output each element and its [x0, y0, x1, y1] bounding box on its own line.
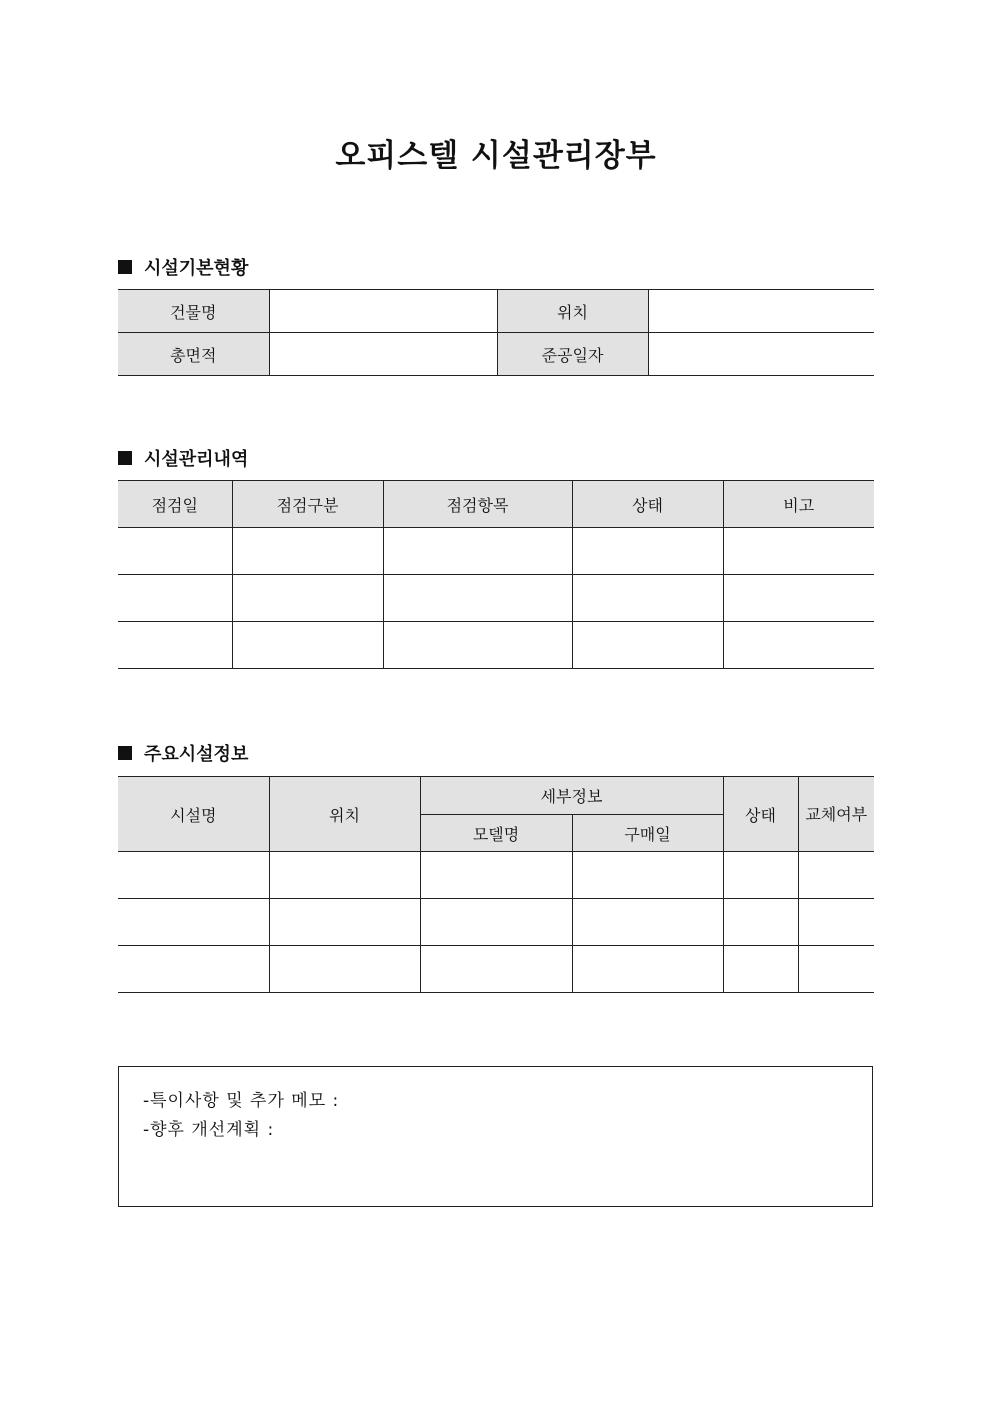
document-title: 오피스텔 시설관리장부	[335, 138, 657, 174]
replacement-header: 교체여부	[798, 777, 874, 852]
table-row	[118, 852, 874, 899]
section-history-heading	[118, 445, 248, 471]
improvement-plan-label: -향후 개선계획 :	[143, 1120, 275, 1140]
table-cell[interactable]	[798, 852, 874, 899]
facility-info-table	[118, 776, 874, 993]
table-cell[interactable]	[723, 528, 874, 575]
square-bullet-icon	[118, 451, 132, 465]
table-cell[interactable]	[118, 575, 232, 622]
section-facility-title: 주요시설정보	[144, 744, 249, 765]
square-bullet-icon	[118, 746, 132, 760]
table-cell[interactable]	[723, 575, 874, 622]
table-cell[interactable]	[572, 852, 723, 899]
memo-box[interactable]	[118, 1066, 873, 1207]
table-cell[interactable]	[383, 622, 572, 669]
table-cell[interactable]	[798, 899, 874, 946]
facility-name-header: 시설명	[118, 777, 269, 852]
table-cell[interactable]	[723, 899, 798, 946]
location-value[interactable]	[648, 290, 874, 333]
table-cell[interactable]	[572, 528, 723, 575]
table-cell[interactable]	[232, 575, 383, 622]
location-label: 위치	[497, 290, 648, 333]
table-cell[interactable]	[269, 946, 420, 993]
table-cell[interactable]	[118, 528, 232, 575]
table-cell[interactable]	[383, 528, 572, 575]
column-header: 상태	[572, 481, 723, 528]
total-area-value[interactable]	[269, 333, 497, 376]
completion-date-value[interactable]	[648, 333, 874, 376]
table-cell[interactable]	[269, 899, 420, 946]
special-notes-label: -특이사항 및 추가 메모 :	[143, 1091, 340, 1111]
section-basic-title: 시설기본현황	[144, 258, 249, 279]
management-history-table	[118, 480, 874, 669]
facility-status-header: 상태	[723, 777, 798, 852]
table-cell[interactable]	[572, 575, 723, 622]
total-area-label: 총면적	[118, 333, 269, 376]
column-header: 점검일	[118, 481, 232, 528]
table-cell[interactable]	[572, 899, 723, 946]
completion-date-label: 준공일자	[497, 333, 648, 376]
detail-info-header: 세부정보	[420, 777, 723, 815]
table-row	[118, 528, 874, 575]
table-cell[interactable]	[232, 622, 383, 669]
purchase-date-header: 구매일	[572, 815, 723, 852]
table-cell[interactable]	[798, 946, 874, 993]
column-header: 점검구분	[232, 481, 383, 528]
table-cell[interactable]	[723, 622, 874, 669]
building-name-label: 건물명	[118, 290, 269, 333]
table-cell[interactable]	[723, 852, 798, 899]
table-cell[interactable]	[269, 852, 420, 899]
square-bullet-icon	[118, 260, 132, 274]
table-cell[interactable]	[420, 946, 572, 993]
table-cell[interactable]	[118, 899, 269, 946]
table-cell[interactable]	[118, 946, 269, 993]
table-cell[interactable]	[572, 946, 723, 993]
table-cell[interactable]	[723, 946, 798, 993]
table-cell[interactable]	[420, 852, 572, 899]
column-header: 비고	[723, 481, 874, 528]
basic-info-table	[118, 289, 874, 376]
model-name-header: 모델명	[420, 815, 572, 852]
column-header: 점검항목	[383, 481, 572, 528]
building-name-value[interactable]	[269, 290, 497, 333]
section-basic-heading	[118, 254, 248, 280]
table-row	[118, 575, 874, 622]
table-cell[interactable]	[383, 575, 572, 622]
table-row	[118, 899, 874, 946]
table-row	[118, 622, 874, 669]
table-cell[interactable]	[232, 528, 383, 575]
section-facility-heading	[118, 740, 248, 766]
facility-location-header: 위치	[269, 777, 420, 852]
table-cell[interactable]	[420, 899, 572, 946]
table-cell[interactable]	[118, 622, 232, 669]
table-row	[118, 946, 874, 993]
section-history-title: 시설관리내역	[144, 449, 249, 470]
table-cell[interactable]	[118, 852, 269, 899]
table-cell[interactable]	[572, 622, 723, 669]
